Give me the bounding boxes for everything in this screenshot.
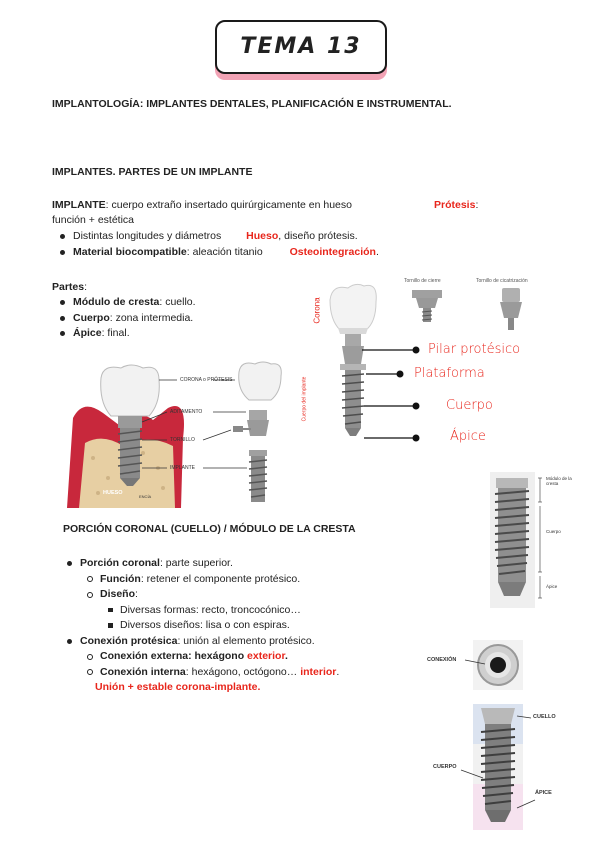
list-item — [73, 229, 379, 245]
partes-colon: : — [84, 281, 88, 293]
title-box — [215, 20, 387, 74]
fig2-top-label: Tornillo de cicatrización — [476, 278, 528, 284]
implant-connection-diagram — [425, 640, 575, 830]
bullet2-tail: . — [375, 245, 379, 258]
partes-word: Partes — [52, 281, 85, 293]
def-line2: función + estética — [52, 214, 135, 226]
fig2-label-plataforma: Plataforma — [414, 366, 485, 381]
fig2-body-label: Cuerpo del implante — [301, 376, 308, 422]
fig2-label-pilar: Pilar protésico — [428, 342, 521, 357]
list-item — [80, 634, 339, 650]
page-title: TEMA 13 — [240, 34, 362, 59]
bullet2-text: : aleación titanio — [186, 245, 263, 258]
implant-parts-diagram — [490, 472, 580, 608]
partes-label — [52, 280, 87, 294]
implant-definition — [52, 198, 352, 212]
fig1-bone-label: HUESO — [103, 490, 123, 496]
item-text: : retener el componente protésico. — [140, 572, 301, 585]
osteo-term: Osteointegración — [289, 245, 376, 258]
parts-list — [73, 295, 196, 342]
protesis-note — [434, 198, 478, 212]
item-red: Unión + estable corona-implante. — [95, 681, 261, 693]
section1-title: IMPLANTES. PARTES DE UN IMPLANTE — [52, 166, 253, 178]
fig3-label: Cuerpo — [546, 529, 561, 534]
list-item — [100, 572, 339, 588]
part-text: : cuello. — [159, 296, 196, 308]
implant-diagram-figure — [63, 358, 295, 508]
item-red: exterior — [247, 650, 285, 662]
coronal-list — [80, 556, 339, 696]
item-term: Diseño — [100, 588, 136, 600]
bullet1-text: Distintas longitudes y diámetros — [73, 230, 222, 242]
item-text: Diversas formas: recto, troncocónico… — [120, 603, 301, 616]
fig3-label: Ápice — [546, 584, 558, 589]
item-term: Función — [100, 572, 141, 585]
item-tail: . — [284, 650, 288, 662]
part-term: Módulo de cresta — [73, 296, 160, 308]
protesis-colon: : — [475, 199, 479, 211]
fig2-label-cuerpo: Cuerpo — [446, 398, 493, 413]
hueso-term: Hueso — [246, 230, 279, 242]
bullet1-tail: , diseño prótesis. — [278, 230, 358, 242]
item-text: : parte superior. — [159, 557, 233, 569]
fig2-top-label: Tornillo de cierre — [404, 278, 441, 284]
item-red: interior — [300, 665, 337, 678]
list-item — [120, 618, 339, 634]
list-item — [95, 680, 339, 696]
list-item — [80, 556, 339, 572]
fig4-label-conexion: CONEXIÓN — [427, 657, 457, 663]
list-item — [73, 295, 196, 311]
item-text: Diversos diseños: lisa o con espiras. — [120, 619, 290, 631]
implant-bullets — [73, 229, 379, 260]
part-text: : zona intermedia. — [109, 311, 194, 324]
fig2-crown-label: Corona — [312, 297, 322, 324]
implant-connection-figure — [425, 640, 575, 830]
fig1-label: IMPLANTE — [170, 465, 196, 471]
fig4-label-cuello: CUELLO — [533, 714, 556, 720]
item-term: Conexión externa: hexágono — [100, 650, 248, 662]
item-term: Porción coronal — [80, 557, 160, 569]
item-term: Conexión protésica — [80, 634, 178, 647]
list-item — [100, 649, 339, 665]
item-term: Conexión interna — [100, 665, 186, 678]
fig4-label-apice: ÁPICE — [535, 790, 552, 796]
fig1-label: ADITAMENTO — [170, 409, 203, 415]
protesis-term: Prótesis — [434, 199, 476, 211]
part-text: : final. — [101, 327, 130, 339]
implant-components-diagram — [318, 278, 548, 448]
implant-components-figure — [301, 278, 548, 448]
fig1-gum-label: ENCÍA — [139, 494, 152, 499]
part-term: Cuerpo — [73, 311, 110, 324]
fig4-label-cuerpo: CUERPO — [433, 764, 457, 770]
item-text: : hexágono, octógono… — [185, 665, 301, 678]
item-text: : unión al elemento protésico. — [177, 634, 315, 647]
item-tail: . — [336, 665, 340, 678]
fig2-label-apice: Ápice — [450, 429, 486, 444]
fig1-label: TORNILLO — [170, 437, 195, 443]
def-text: : cuerpo extraño insertado quirúrgicamente en hueso — [105, 199, 352, 211]
list-item — [73, 311, 196, 327]
implant-parts-figure — [490, 472, 580, 608]
main-heading: IMPLANTOLOGÍA: IMPLANTES DENTALES, PLANIFICACIÓN E INSTRUMENTAL. — [52, 98, 452, 110]
item-text: : — [135, 588, 138, 600]
fig1-label: CORONA o PRÓTESIS — [180, 377, 233, 383]
list-item — [73, 326, 196, 342]
part-term: Ápice — [73, 327, 102, 339]
section2-title: PORCIÓN CORONAL (CUELLO) / MÓDULO DE LA CRESTA — [63, 523, 356, 535]
def-term: IMPLANTE — [52, 199, 106, 211]
list-item — [120, 603, 339, 619]
implant-diagram — [63, 358, 295, 508]
fig3-label: Módulo de la cresta — [546, 476, 572, 486]
bullet2-term: Material biocompatible — [73, 245, 187, 258]
list-item — [100, 587, 339, 603]
list-item — [100, 665, 339, 681]
list-item — [73, 245, 379, 261]
